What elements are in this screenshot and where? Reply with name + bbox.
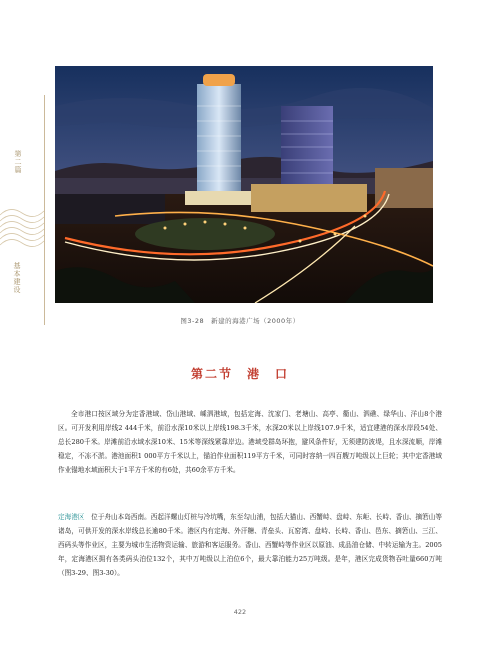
paragraph-port-overview bbox=[58, 408, 442, 478]
part-subtitle: 基本建设 bbox=[13, 262, 21, 294]
paragraph-text: 全市港口按区域分为定香港域、岱山港域、嵊泗港域，包括定海、沈家门、老塘山、高亭、衢山、泗礁、绿华山、洋山8个港区。可开发利用岸线2 444千米，前沿水深10米以上岸线198.3千米，水深20米以上岸线107.9千米，适宜建港的深水岸段54处、总长280千米。岸滩前沿水域水深10米、15米等深线紧靠岸边。港域受群岛环抱，避风条件好，无须建防波堤，且水深流顺，岸滩稳定，不冻不淤。港池面积1 000平方千米以上，锚泊作业面积119平方千米，可同时容纳一四百艘万吨级以上巨轮；其中定香港域作业锚地水域面积大于1平方千米的有6处，共60余平方千米。 bbox=[58, 410, 442, 474]
page-number: 422 bbox=[233, 608, 247, 616]
wave-ornament-icon bbox=[0, 205, 44, 251]
section-title: 第二节 港 口 bbox=[190, 367, 289, 381]
margin-rule bbox=[44, 95, 45, 325]
port-area-heading: 定海港区 bbox=[58, 513, 85, 521]
figure-caption: 图3-28 新建的海港广场（2000年） bbox=[180, 317, 300, 325]
paragraph-dinghai-port bbox=[58, 511, 442, 581]
paragraph-text: 位于舟山本岛西南。西起洋螺山灯桩与冷坑嘴，东至勾山浦，包括大猫山、西蟹峙、盘峙、东岠、长峙、香山、摘箬山等诸岛，可供开发的深水岸线总长逾80千米。港区内有定海、外汗糖、青垒头、瓦窑湾、盘峙、长峙、香山、邑东、摘箬山、三江、西码头等作业区，主要为城市生活物资运输、旅游和客运服务。香山、西蟹峙等作业区以原油、成品油仓储、中转运输为主。2005年，定海港区拥有各类码头泊位132个，其中万吨级以上泊位6个，最大靠泊能力25万吨级。是年，港区完成货物吞吐量660万吨（图3-29、图3-30）。 bbox=[58, 513, 443, 577]
part-label: 第二篇 bbox=[14, 150, 22, 174]
harbor-square-photo bbox=[55, 66, 433, 303]
